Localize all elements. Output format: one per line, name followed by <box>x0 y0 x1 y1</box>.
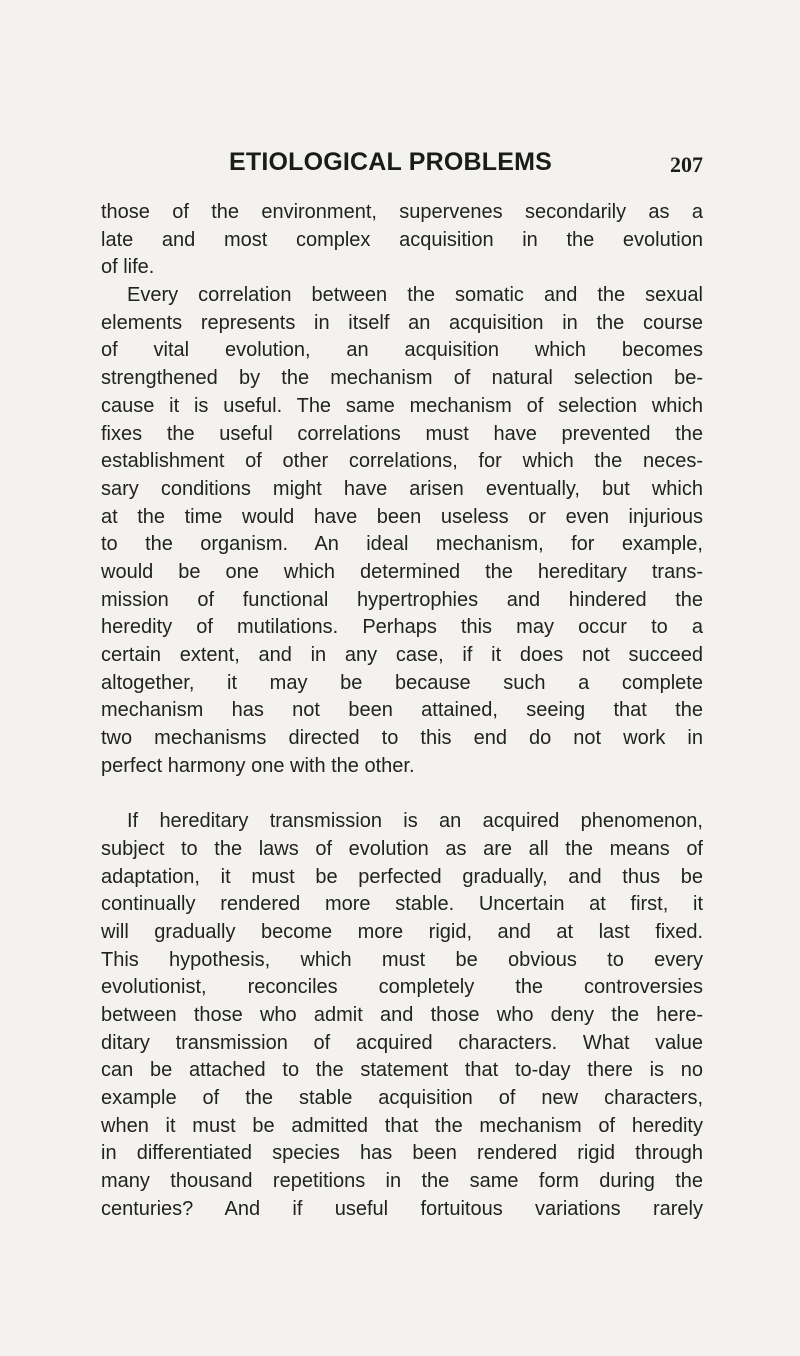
text-line: example of the stable acquisition of new characters, <box>101 1087 703 1109</box>
text-line: elements represents in itself an acquisition in the course <box>101 311 703 334</box>
text-line: between those who admit and those who deny the here- <box>101 1003 703 1026</box>
text-line: Every correlation between the somatic and the sexual <box>127 284 703 307</box>
text-line: can be attached to the statement that to-day there is no <box>101 1059 703 1082</box>
text-line: sary conditions might have arisen eventually, but which <box>101 477 703 500</box>
text-line: of life. <box>101 256 155 279</box>
text-line: perfect harmony one with the other. <box>101 754 415 777</box>
text-line: in differentiated species has been rendered rigid through <box>101 1142 703 1165</box>
text-line: at the time would have been useless or even injurious <box>101 505 703 528</box>
text-line: certain extent, and in any case, if it does not succeed <box>101 644 703 666</box>
text-line: of vital evolution, an acquisition which becomes <box>101 339 703 362</box>
text-line: evolutionist, reconciles completely the controversies <box>101 976 703 999</box>
chapter-title: ETIOLOGICAL PROBLEMS <box>229 148 552 176</box>
text-line: establishment of other correlations, for which the neces- <box>101 450 703 473</box>
text-line: This hypothesis, which must be obvious to every <box>101 948 703 971</box>
text-line: many thousand repetitions in the same form during the <box>101 1170 703 1193</box>
text-line: two mechanisms directed to this end do not work in <box>101 727 703 750</box>
text-line: subject to the laws of evolution as are all the means of <box>101 837 703 860</box>
text-line: strengthened by the mechanism of natural selection be- <box>101 367 703 390</box>
body-text <box>101 199 703 1223</box>
paragraph-gap <box>101 780 703 808</box>
text-line: to the organism. An ideal mechanism, for example, <box>101 533 703 556</box>
text-line: centuries? And if useful fortuitous variations rarely <box>101 1197 703 1220</box>
running-head <box>101 148 703 184</box>
text-line: will gradually become more rigid, and at last fixed. <box>101 920 703 943</box>
page-number: 207 <box>670 152 703 177</box>
text-line: late and most complex acquisition in the evolution <box>101 228 703 251</box>
text-line: fixes the useful correlations must have prevented the <box>101 422 703 445</box>
text-line: cause it is useful. The same mechanism of selection which <box>101 394 703 417</box>
text-line: mechanism has not been attained, seeing that the <box>101 699 703 722</box>
text-line: altogether, it may be because such a complete <box>101 671 703 694</box>
text-line: ditary transmission of acquired characters. What value <box>101 1031 703 1054</box>
text-line: those of the environment, supervenes secondarily as a <box>101 201 703 223</box>
text-line: adaptation, it must be perfected gradually, and thus be <box>101 865 703 888</box>
text-line: If hereditary transmission is an acquired phenomenon, <box>127 810 703 833</box>
text-line: continually rendered more stable. Uncertain at first, it <box>101 893 703 916</box>
text-line: heredity of mutilations. Perhaps this may occur to a <box>101 616 703 639</box>
text-line: mission of functional hypertrophies and hindered the <box>101 588 703 611</box>
text-line: when it must be admitted that the mechanism of heredity <box>101 1114 703 1137</box>
text-line: would be one which determined the hereditary trans- <box>101 560 703 583</box>
